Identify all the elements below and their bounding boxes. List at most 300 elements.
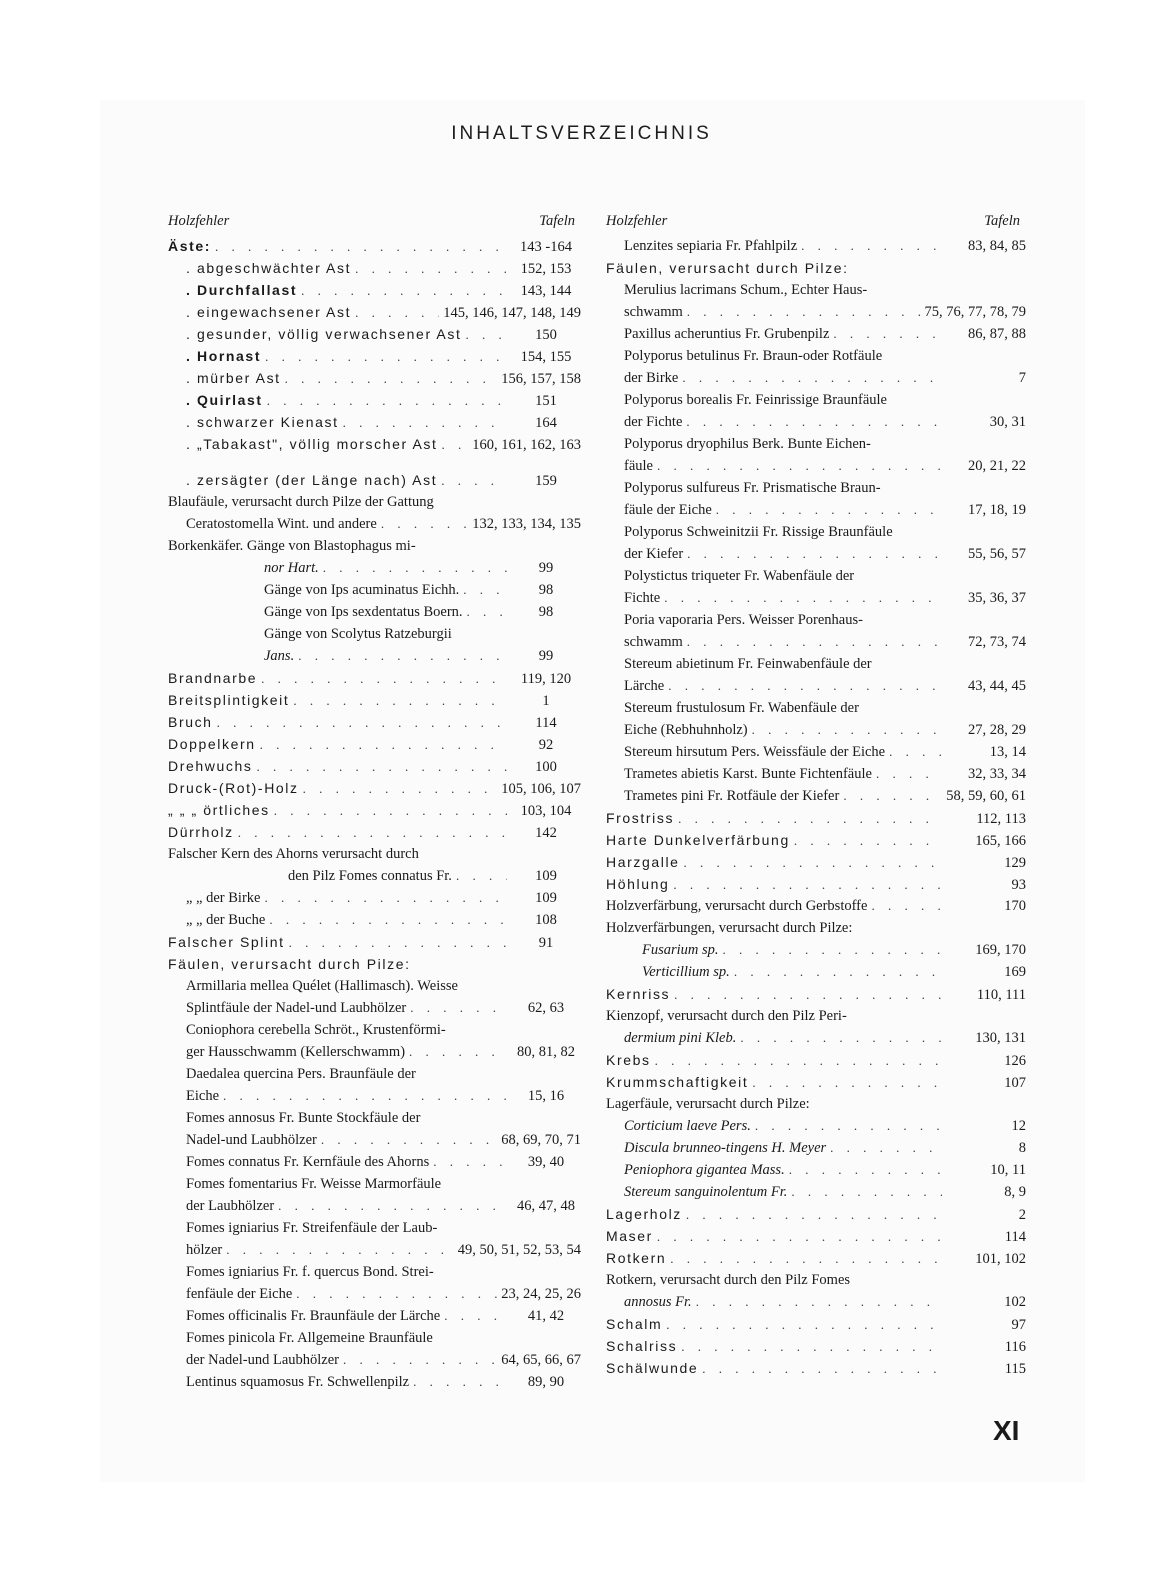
entry-text: . Quirlast bbox=[186, 392, 263, 408]
entry-text: Polystictus triqueter Fr. Wabenfäule der bbox=[624, 568, 855, 584]
entry-text: nor Hart. bbox=[264, 560, 319, 576]
index-entry bbox=[606, 829, 1026, 851]
index-entry bbox=[168, 865, 581, 887]
index-entry bbox=[168, 799, 581, 821]
header-holzfehler: Holzfehler bbox=[606, 213, 668, 229]
entry-plates: 116 bbox=[1004, 1339, 1026, 1355]
leader-dots bbox=[444, 1305, 507, 1327]
entry-text: Corticium laeve Pers. bbox=[624, 1118, 751, 1134]
entry-text: Armillaria mellea Quélet (Hallimasch). Weisse bbox=[186, 978, 458, 994]
leader-dots bbox=[260, 734, 507, 756]
leader-dots bbox=[673, 874, 942, 896]
entry-plates: 152, 153 bbox=[520, 261, 572, 277]
entry-text: Lagerfäule, verursacht durch Pilze: bbox=[606, 1096, 810, 1112]
entry-text: der Kiefer bbox=[624, 546, 684, 562]
entry-plates: 75, 76, 77, 78, 79 bbox=[924, 304, 1026, 320]
entry-text: Druck-(Rot)-Holz bbox=[168, 780, 299, 796]
entry-plates: 114 bbox=[535, 715, 557, 731]
entry-plates: 8, 9 bbox=[1004, 1184, 1026, 1200]
entry-text: . zersägter (der Länge nach) Ast bbox=[186, 472, 438, 488]
index-entry bbox=[168, 1349, 581, 1371]
entry-plates: 112, 113 bbox=[976, 811, 1026, 827]
index-entry bbox=[168, 433, 581, 469]
entry-text: Polyporus sulfureus Fr. Prismatische Braun- bbox=[624, 480, 881, 496]
index-entry bbox=[168, 1217, 581, 1239]
index-entry bbox=[606, 807, 1026, 829]
entry-text: . schwarzer Kienast bbox=[186, 414, 339, 430]
entry-text: Falscher Kern des Ahorns verursacht durch bbox=[168, 846, 419, 862]
leader-dots bbox=[657, 455, 942, 477]
index-entry bbox=[606, 565, 1026, 587]
index-entry bbox=[168, 1239, 581, 1261]
leader-dots bbox=[456, 865, 507, 887]
entry-plates: 62, 63 bbox=[527, 1000, 565, 1016]
index-entry bbox=[168, 301, 581, 323]
entry-plates: 165, 166 bbox=[975, 833, 1026, 849]
entry-text: Dürrholz bbox=[168, 824, 234, 840]
entry-text: Rotkern bbox=[606, 1250, 667, 1266]
index-entry bbox=[168, 389, 581, 411]
leader-dots bbox=[687, 631, 942, 653]
leader-dots bbox=[413, 1371, 507, 1393]
entry-text: Holzverfärbungen, verursacht durch Pilze: bbox=[606, 920, 853, 936]
entry-plates: 68, 69, 70, 71 bbox=[501, 1132, 581, 1148]
leader-dots bbox=[674, 984, 942, 1006]
entry-plates: 83, 84, 85 bbox=[968, 238, 1026, 254]
entry-plates: 98 bbox=[538, 582, 554, 598]
index-entry bbox=[606, 235, 1026, 257]
entry-text: Breitsplintigkeit bbox=[168, 692, 290, 708]
index-entry bbox=[168, 997, 581, 1019]
entry-plates: 46, 47, 48 bbox=[517, 1198, 575, 1214]
index-entry bbox=[606, 587, 1026, 609]
leader-dots bbox=[734, 961, 942, 983]
entry-plates: 119, 120 bbox=[520, 671, 572, 687]
entry-text: Poria vaporaria Pers. Weisser Porenhaus- bbox=[624, 612, 863, 628]
entry-text: Lentinus squamosus Fr. Schwellenpilz bbox=[186, 1374, 410, 1390]
entry-text: . eingewachsener Ast bbox=[186, 304, 352, 320]
entry-text: . gesunder, völlig verwachsener Ast bbox=[186, 326, 462, 342]
index-entry bbox=[606, 653, 1026, 675]
entry-text: Rotkern, verursacht durch den Pilz Fomes bbox=[606, 1272, 851, 1288]
index-entry bbox=[606, 1181, 1026, 1203]
index-entry bbox=[168, 733, 581, 755]
entry-text: Brandnarbe bbox=[168, 670, 258, 686]
index-entry bbox=[168, 579, 581, 601]
entry-text: „ „ der Buche bbox=[186, 912, 266, 928]
index-entry bbox=[606, 1357, 1026, 1379]
page-number: XI bbox=[993, 1415, 1020, 1446]
index-entry bbox=[606, 719, 1026, 741]
entry-text: Discula brunneo-tingens H. Meyer bbox=[624, 1140, 827, 1156]
leader-dots bbox=[223, 1085, 507, 1107]
leader-dots bbox=[226, 1239, 454, 1261]
leader-dots bbox=[298, 645, 507, 667]
entry-text: . abgeschwächter Ast bbox=[186, 260, 352, 276]
index-entry bbox=[606, 257, 1026, 279]
entry-plates: 129 bbox=[1004, 855, 1026, 871]
index-entry bbox=[606, 1137, 1026, 1159]
entry-text: Höhlung bbox=[606, 876, 670, 892]
entry-text: Eiche (Rebhuhnholz) bbox=[624, 722, 748, 738]
right-column-header bbox=[606, 211, 1026, 235]
leader-dots bbox=[467, 601, 507, 623]
entry-text: Schalm bbox=[606, 1316, 663, 1332]
index-entry bbox=[168, 1085, 581, 1107]
entry-text: Eiche bbox=[186, 1088, 220, 1104]
leader-dots bbox=[267, 390, 507, 412]
index-entry bbox=[168, 535, 581, 557]
entry-text: Krebs bbox=[606, 1052, 651, 1068]
leader-dots bbox=[696, 1291, 942, 1313]
entry-plates: 55, 56, 57 bbox=[968, 546, 1026, 562]
entry-plates: 143, 144 bbox=[520, 283, 572, 299]
entry-plates: 8 bbox=[1018, 1140, 1026, 1156]
entry-text: schwamm bbox=[624, 304, 683, 320]
entry-text: Blaufäule, verursacht durch Pilze der Gattung bbox=[168, 494, 434, 510]
entry-plates: 15, 16 bbox=[527, 1088, 565, 1104]
entry-text: fäule der Eiche bbox=[624, 502, 712, 518]
leader-dots bbox=[355, 302, 439, 324]
index-entry bbox=[168, 1041, 581, 1063]
index-entry bbox=[168, 1019, 581, 1041]
entry-text: Krummschaftigkeit bbox=[606, 1074, 749, 1090]
leader-dots bbox=[684, 852, 942, 874]
leader-dots bbox=[296, 1283, 497, 1305]
index-entry bbox=[606, 1225, 1026, 1247]
entry-text: der Nadel-und Laubhölzer bbox=[186, 1352, 339, 1368]
leader-dots bbox=[666, 1314, 942, 1336]
entry-plates: 99 bbox=[538, 648, 554, 664]
entry-plates: 107 bbox=[1004, 1075, 1026, 1091]
page-title: INHALTSVERZEICHNIS bbox=[451, 123, 712, 144]
index-entry bbox=[168, 755, 581, 777]
entry-plates: 39, 40 bbox=[527, 1154, 565, 1170]
index-entry bbox=[168, 667, 581, 689]
entry-plates: 132, 133, 134, 135 bbox=[472, 516, 581, 532]
leader-dots bbox=[752, 1072, 942, 1094]
index-entry bbox=[606, 983, 1026, 1005]
entry-text: Fomes pinicola Fr. Allgemeine Braunfäule bbox=[186, 1330, 433, 1346]
leader-dots bbox=[463, 579, 507, 601]
entry-text: hölzer bbox=[186, 1242, 223, 1258]
index-entry bbox=[168, 345, 581, 367]
index-entry bbox=[168, 513, 581, 535]
entry-plates: 101, 102 bbox=[975, 1251, 1026, 1267]
entry-plates: 27, 28, 29 bbox=[968, 722, 1026, 738]
entry-plates: 80, 81, 82 bbox=[517, 1044, 575, 1060]
leader-dots bbox=[409, 1041, 507, 1063]
index-entry bbox=[606, 411, 1026, 433]
entry-text: Gänge von Ips acuminatus Eichh. bbox=[264, 582, 460, 598]
leader-dots bbox=[217, 712, 507, 734]
entry-text: dermium pini Kleb. bbox=[624, 1030, 737, 1046]
entry-plates: 110, 111 bbox=[976, 987, 1026, 1003]
index-entry bbox=[168, 1195, 581, 1217]
leader-dots bbox=[303, 778, 498, 800]
entry-text: Polyporus betulinus Fr. Braun-oder Rotfäule bbox=[624, 348, 883, 364]
entry-text: Jans. bbox=[264, 648, 295, 664]
leader-dots bbox=[740, 1027, 942, 1049]
index-entry bbox=[168, 1283, 581, 1305]
index-entry bbox=[606, 1269, 1026, 1291]
entry-text: Gänge von Ips sexdentatus Boern. bbox=[264, 604, 463, 620]
entry-plates: 43, 44, 45 bbox=[968, 678, 1026, 694]
index-entry bbox=[606, 1005, 1026, 1027]
entry-text: Doppelkern bbox=[168, 736, 256, 752]
entry-text: der Laubhölzer bbox=[186, 1198, 275, 1214]
index-entry bbox=[606, 279, 1026, 301]
entry-plates: 49, 50, 51, 52, 53, 54 bbox=[457, 1242, 581, 1258]
leader-dots bbox=[791, 1181, 942, 1203]
index-entry bbox=[606, 1159, 1026, 1181]
entry-plates: 103, 104 bbox=[520, 803, 572, 819]
index-entry bbox=[168, 645, 581, 667]
index-entry bbox=[606, 345, 1026, 367]
index-entry bbox=[168, 1327, 581, 1349]
entry-plates: 114 bbox=[1004, 1229, 1026, 1245]
index-entry bbox=[168, 623, 581, 645]
entry-plates: 30, 31 bbox=[989, 414, 1026, 430]
entry-plates: 102 bbox=[1004, 1294, 1026, 1310]
index-entry bbox=[606, 609, 1026, 631]
leader-dots bbox=[261, 668, 507, 690]
index-entry bbox=[168, 411, 581, 433]
leader-dots bbox=[657, 1226, 942, 1248]
leader-dots bbox=[752, 719, 942, 741]
entry-text: Drehwuchs bbox=[168, 758, 253, 774]
index-entry bbox=[606, 917, 1026, 939]
entry-text: Stereum abietinum Fr. Feinwabenfäule der bbox=[624, 656, 872, 672]
entry-plates: 108 bbox=[535, 912, 557, 928]
leader-dots bbox=[441, 470, 507, 492]
entry-plates: 91 bbox=[538, 935, 554, 951]
index-entry bbox=[606, 543, 1026, 565]
leader-dots bbox=[264, 887, 507, 909]
entry-text: Stereum hirsutum Pers. Weissfäule der Eiche bbox=[624, 744, 886, 760]
index-entry bbox=[168, 469, 581, 491]
entry-text: Ceratostomella Wint. und andere bbox=[186, 516, 377, 532]
index-entry bbox=[606, 1071, 1026, 1093]
index-entry bbox=[606, 477, 1026, 499]
index-entry bbox=[606, 1049, 1026, 1071]
entry-text: Trametes abietis Karst. Bunte Fichtenfäule bbox=[624, 766, 872, 782]
entry-text: „ „ „ örtliches bbox=[168, 802, 270, 818]
header-tafeln: Tafeln bbox=[984, 213, 1020, 229]
index-entry bbox=[168, 931, 581, 953]
entry-plates: 86, 87, 88 bbox=[968, 326, 1026, 342]
entry-plates: 126 bbox=[1004, 1053, 1026, 1069]
entry-text: Lärche bbox=[624, 678, 665, 694]
leader-dots bbox=[655, 1050, 942, 1072]
leader-dots bbox=[215, 236, 507, 258]
entry-text: den Pilz Fomes connatus Fr. bbox=[288, 868, 452, 884]
leader-dots bbox=[265, 346, 507, 368]
leader-dots bbox=[681, 1336, 942, 1358]
entry-plates: 150 bbox=[535, 327, 557, 343]
entry-text: Coniophora cerebella Schröt., Krustenförmi- bbox=[186, 1022, 446, 1038]
entry-plates: 89, 90 bbox=[527, 1374, 565, 1390]
entry-text: Fichte bbox=[624, 590, 661, 606]
index-entry bbox=[168, 1107, 581, 1129]
index-entry bbox=[606, 1093, 1026, 1115]
entry-text: Fomes igniarius Fr. Streifenfäule der Laub- bbox=[186, 1220, 438, 1236]
entry-text: Polyporus borealis Fr. Feinrissige Braunfäule bbox=[624, 392, 887, 408]
entry-text: Nadel-und Laubhölzer bbox=[186, 1132, 317, 1148]
leader-dots bbox=[410, 997, 507, 1019]
entry-text: der Birke bbox=[624, 370, 679, 386]
index-entry bbox=[168, 279, 581, 301]
leader-dots bbox=[433, 1151, 507, 1173]
entry-text: Lenzites sepiaria Fr. Pfahlpilz bbox=[624, 238, 798, 254]
leader-dots bbox=[301, 280, 507, 302]
index-entry bbox=[606, 785, 1026, 807]
leader-dots bbox=[670, 1248, 942, 1270]
index-entry bbox=[606, 1115, 1026, 1137]
leader-dots bbox=[687, 543, 942, 565]
leader-dots bbox=[256, 756, 507, 778]
index-entry bbox=[606, 389, 1026, 411]
index-entry bbox=[606, 1335, 1026, 1357]
entry-text: fenfäule der Eiche bbox=[186, 1286, 293, 1302]
index-entry bbox=[168, 1371, 581, 1393]
leader-dots bbox=[238, 822, 507, 844]
entry-plates: 142 bbox=[535, 825, 557, 841]
entry-plates: 143 -164 bbox=[520, 239, 572, 255]
leader-dots bbox=[321, 1129, 497, 1151]
index-entry bbox=[606, 763, 1026, 785]
index-entry bbox=[606, 741, 1026, 763]
leader-dots bbox=[833, 323, 942, 345]
entry-plates: 17, 18, 19 bbox=[968, 502, 1026, 518]
index-entry bbox=[168, 1173, 581, 1195]
leader-dots bbox=[285, 368, 498, 390]
index-entry bbox=[168, 777, 581, 799]
leader-dots bbox=[343, 1349, 497, 1371]
leader-dots bbox=[668, 675, 942, 697]
entry-text: Bruch bbox=[168, 714, 213, 730]
entry-plates: 1 bbox=[542, 693, 550, 709]
leader-dots bbox=[843, 785, 942, 807]
entry-plates: 93 bbox=[1011, 877, 1026, 893]
entry-plates: 92 bbox=[538, 737, 554, 753]
leader-dots bbox=[682, 367, 942, 389]
entry-text: Polyporus dryophilus Berk. Bunte Eichen- bbox=[624, 436, 871, 452]
entry-plates: 115 bbox=[1004, 1361, 1026, 1377]
left-column-header bbox=[168, 211, 581, 235]
index-entry bbox=[606, 1203, 1026, 1225]
left-entry-list bbox=[168, 235, 581, 1393]
index-entry bbox=[606, 851, 1026, 873]
entry-text: Holzverfärbung, verursacht durch Gerbstoffe bbox=[606, 898, 868, 914]
leader-dots bbox=[723, 939, 942, 961]
entry-plates: 130, 131 bbox=[975, 1030, 1026, 1046]
index-entry bbox=[606, 675, 1026, 697]
entry-text: . Hornast bbox=[186, 348, 262, 364]
entry-plates: 105, 106, 107 bbox=[501, 781, 581, 797]
entry-plates: 7 bbox=[1018, 370, 1026, 386]
entry-text: Lagerholz bbox=[606, 1206, 682, 1222]
leader-dots bbox=[794, 830, 942, 852]
entry-text: Fomes connatus Fr. Kernfäule des Ahorns bbox=[186, 1154, 430, 1170]
leader-dots bbox=[293, 690, 507, 712]
entry-text: . Durchfallast bbox=[186, 282, 298, 298]
index-entry bbox=[606, 521, 1026, 543]
entry-plates: 169 bbox=[1004, 964, 1026, 980]
index-entry bbox=[606, 895, 1026, 917]
index-entry bbox=[168, 821, 581, 843]
leader-dots bbox=[289, 932, 507, 954]
entry-text: annosus Fr. bbox=[624, 1294, 692, 1310]
entry-text: Peniophora gigantea Mass. bbox=[624, 1162, 785, 1178]
entry-text: fäule bbox=[624, 458, 653, 474]
index-entry bbox=[606, 367, 1026, 389]
index-entry bbox=[606, 499, 1026, 521]
entry-text: . „Tabakast", völlig morscher Ast bbox=[186, 436, 438, 452]
index-entry bbox=[168, 953, 581, 975]
entry-text: Schalriss bbox=[606, 1338, 678, 1354]
index-entry bbox=[168, 235, 581, 257]
index-entry bbox=[606, 433, 1026, 455]
leader-dots bbox=[716, 499, 942, 521]
entry-plates: 10, 11 bbox=[990, 1162, 1026, 1178]
index-entry bbox=[168, 1305, 581, 1327]
entry-text: . mürber Ast bbox=[186, 370, 281, 386]
leader-dots bbox=[269, 909, 507, 931]
entry-plates: 13, 14 bbox=[989, 744, 1026, 760]
leader-dots bbox=[278, 1195, 507, 1217]
entry-plates: 72, 73, 74 bbox=[968, 634, 1026, 650]
leader-dots bbox=[789, 1159, 942, 1181]
leader-dots bbox=[465, 324, 507, 346]
index-entry bbox=[606, 1313, 1026, 1335]
index-entry bbox=[606, 455, 1026, 477]
leader-dots bbox=[876, 763, 942, 785]
entry-plates: 58, 59, 60, 61 bbox=[946, 788, 1026, 804]
index-entry bbox=[168, 1129, 581, 1151]
leader-dots bbox=[801, 235, 942, 257]
entry-plates: 109 bbox=[535, 868, 557, 884]
index-entry bbox=[606, 873, 1026, 895]
entry-text: Merulius lacrimans Schum., Echter Haus- bbox=[624, 282, 868, 298]
entry-text: Maser bbox=[606, 1228, 653, 1244]
entry-text: Fäulen, verursacht durch Pilze: bbox=[168, 956, 411, 972]
index-entry bbox=[606, 301, 1026, 323]
leader-dots bbox=[686, 411, 942, 433]
entry-plates: 100 bbox=[535, 759, 557, 775]
right-entry-list bbox=[606, 235, 1026, 1379]
entry-text: Fäulen, verursacht durch Pilze: bbox=[606, 260, 849, 276]
entry-text: Polyporus Schweinitzii Fr. Rissige Braunfäule bbox=[624, 524, 893, 540]
leader-dots bbox=[871, 895, 942, 917]
entry-text: Fusarium sp. bbox=[642, 942, 719, 958]
entry-plates: 64, 65, 66, 67 bbox=[501, 1352, 581, 1368]
leader-dots bbox=[323, 557, 507, 579]
entry-plates: 159 bbox=[535, 473, 557, 489]
entry-text: Trametes pini Fr. Rotfäule der Kiefer bbox=[624, 788, 840, 804]
entry-plates: 41, 42 bbox=[527, 1308, 565, 1324]
entry-text: Borkenkäfer. Gänge von Blastophagus mi- bbox=[168, 538, 416, 554]
leader-dots bbox=[442, 434, 469, 456]
leader-dots bbox=[343, 412, 507, 434]
entry-plates: 160, 161, 162, 163 bbox=[472, 437, 581, 453]
leader-dots bbox=[355, 258, 507, 280]
entry-text: Fomes igniarius Fr. f. quercus Bond. Strei- bbox=[186, 1264, 434, 1280]
entry-plates: 98 bbox=[538, 604, 554, 620]
entry-text: Fomes annosus Fr. Bunte Stockfäule der bbox=[186, 1110, 421, 1126]
entry-text: Kienzopf, verursacht durch den Pilz Peri- bbox=[606, 1008, 847, 1024]
entry-plates: 99 bbox=[538, 560, 554, 576]
